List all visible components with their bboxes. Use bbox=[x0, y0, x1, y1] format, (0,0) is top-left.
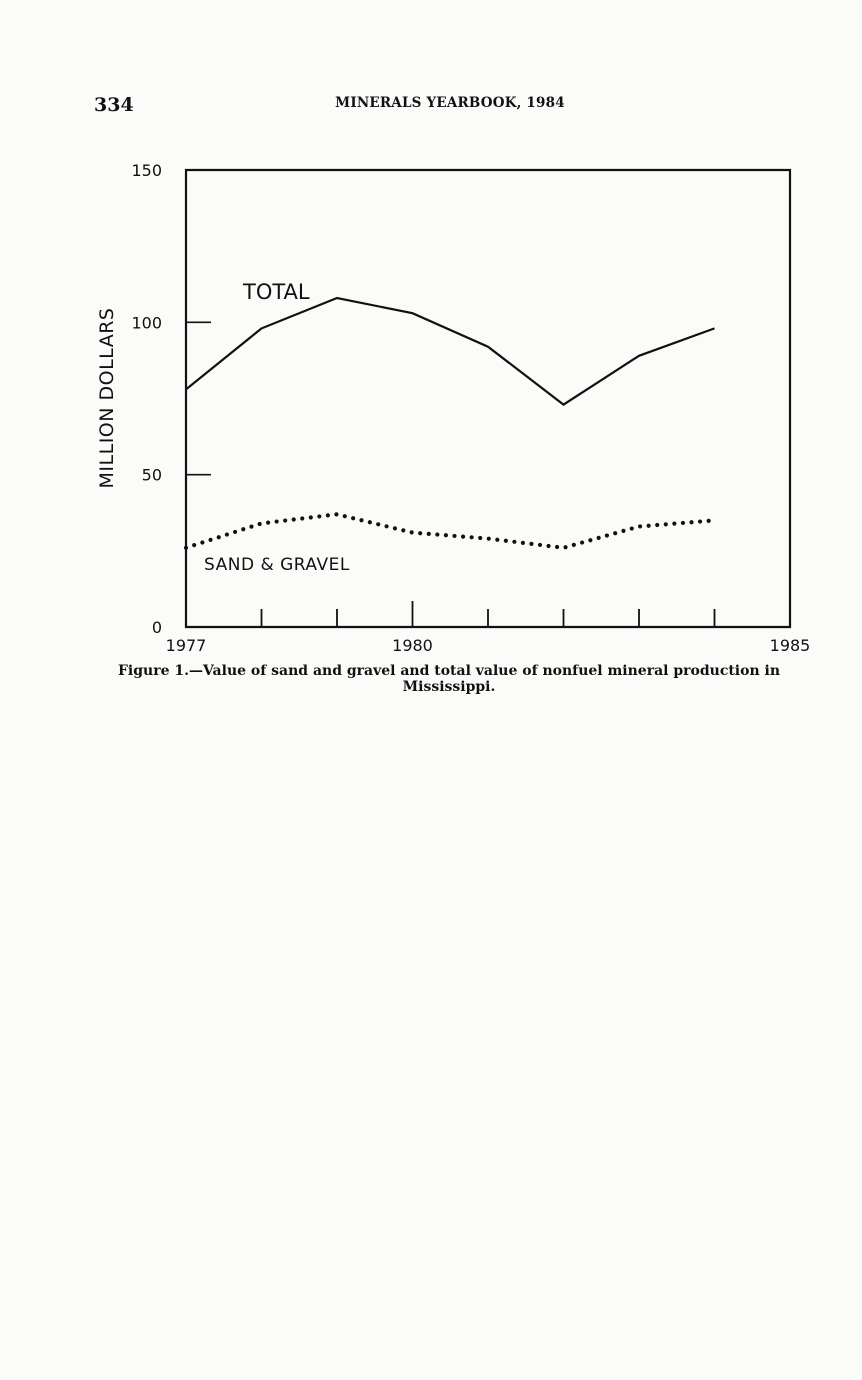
y-axis-ticks bbox=[131, 161, 211, 637]
series-layer bbox=[186, 298, 715, 548]
series-label-sand-and-gravel: SAND & GRAVEL bbox=[204, 555, 350, 575]
figure-caption: Figure 1.—Value of sand and gravel and total value of nonfuel mineral production in Mississippi. bbox=[117, 663, 781, 695]
series-line-total bbox=[186, 298, 715, 405]
series-label-total: TOTAL bbox=[243, 280, 310, 304]
running-head: MINERALS YEARBOOK, 1984 bbox=[335, 95, 565, 111]
y-tick-label: 150 bbox=[131, 161, 162, 180]
y-tick-label: 50 bbox=[141, 465, 162, 485]
x-tick-label: 1985 bbox=[769, 636, 811, 655]
page-number: 334 bbox=[94, 94, 134, 116]
y-tick-label: 100 bbox=[131, 313, 162, 333]
y-axis-title: MILLION DOLLARS bbox=[96, 307, 118, 489]
x-tick-label: 1977 bbox=[165, 636, 207, 655]
x-tick-label: 1980 bbox=[392, 636, 433, 655]
series-line-sand-gravel bbox=[186, 514, 715, 548]
y-tick-label: 0 bbox=[151, 618, 162, 637]
